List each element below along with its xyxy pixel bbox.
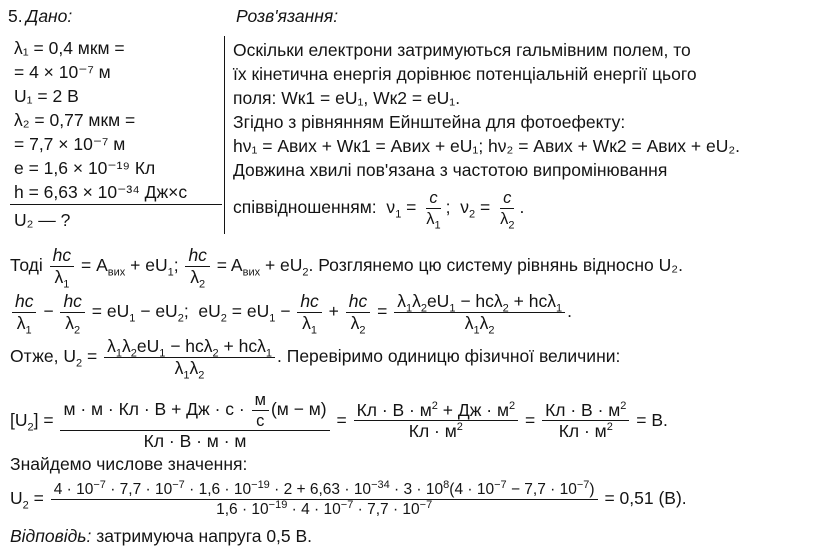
given-lambda1: λ₁ = 0,4 мкм = [14,38,125,58]
todi-line [10,245,683,290]
units-check-equation: $[U_2]$ = м · м · Кл · В + Дж · с · $\frac{м}{с}$ (м − м) Кл · В · м · м = $\frac{Кл \cdot В \cdot м^2 + Дж \cdot м^2}{Кл \cdot м^2}$ = $\frac{Кл \cdot В \cdot м^2}{Кл \cdot м^2}$ = В. [10,391,668,451]
solution-line-1: Оскільки електрони затримуються гальмівним полем, то [233,40,691,60]
answer-text: затримуюча напруга 0,5 В. [96,526,313,546]
solution-heading: Розв'язання: [236,6,339,26]
given-divider [10,204,222,205]
frequency-formula: $\nu_1$ = $\frac{c}{\lambda_1}$ ; $\nu_2$ = $\frac{c}{\lambda_2}$ . [381,189,525,231]
given-h: h = 6,63 × 10⁻³⁴ Дж×с [14,182,188,202]
answer-label: Відповідь: [10,526,92,546]
otzhe-line [10,336,621,381]
u2-formula: $U_2$ = $\frac{\lambda_1\lambda_2eU_1 - hc\lambda_2 + hc\lambda_1}{\lambda_1\lambda_2}$ . [63,336,282,381]
given-u1: U₁ = 2 В [14,86,79,106]
solution-line-7 [233,189,525,231]
solution-line-2: їх кінетична енергія дорівнює потенціальній енергії цього [233,64,697,84]
problem-number: 5. [8,6,23,26]
given-solution-separator [224,36,225,234]
solution-line-6: Довжина хвилі пов'язана з частотою випромінювання [233,160,668,180]
numeric-equation: $U_2$ = $4 \cdot 10^{-7} \cdot 7,7 \cdot 10^{-7} \cdot 1,6 \cdot 10^{-19} \cdot 2 + 6,63 \cdot 10^{-34} \cdot 3 \cdot 10^8(4 \cdot 10^{-7} - 7,7 \cdot 10^{-7})$ $1,6 \cdot 10^{-19} \cdot 4 \cdot 10^{-7} \cdot 7,7 \cdot 10^{-7}$ = 0,51 (В). [10,478,687,518]
given-lambda1-si: = 4 × 10⁻⁷ м [14,62,111,82]
solution-line-4: Згідно з рівнянням Ейнштейна для фотоефекту: [233,112,626,132]
solution-relation-label: співвідношенням: [233,197,377,218]
given-lambda2: λ₂ = 0,77 мкм = [14,110,136,130]
given-heading: Дано: [26,6,73,26]
consider-text: Розглянемо цю систему рівнянь відносно U₂. [318,255,683,276]
system-equations: $\frac{hc}{\lambda_1}$ = $A_{вих} + eU_1$; $\frac{hc}{\lambda_2}$ = $A_{вих} + eU_2$. [48,255,319,275]
check-text: Перевіримо одиницю фізичної величини: [286,346,621,367]
difference-equation: $\frac{hc}{\lambda_1}$ − $\frac{hc}{\lambda_2}$ = $eU_1 - eU_2$; $eU_2 = eU_1$ − $\frac{hc}{\lambda_1}$ + $\frac{hc}{\lambda_2}$ = $\frac{\lambda_1\lambda_2eU_1 - hc\lambda_2 + hc\lambda_1}{\lambda_1\lambda_2}$ . [10,293,572,332]
solution-line-3: поля: Wк1 = eU₁, Wк2 = eU₁. [233,88,461,108]
find-value-text: Знайдемо числове значення: [10,454,248,474]
given-lambda2-si: = 7,7 × 10⁻⁷ м [14,134,126,154]
numeric-result: = 0,51 (В). [604,488,687,509]
answer-line [10,528,312,546]
given-e: e = 1,6 × 10⁻¹⁹ Кл [14,158,156,178]
solution-line-5: hν₁ = Aвих + Wк1 = Aвих + eU₁; hν₂ = Aвих + Wк2 = Aвих + eU₂. [233,136,741,156]
otzhe-label: Отже, [10,346,59,367]
todi-label: Тоді [10,255,43,276]
given-find: U₂ — ? [14,210,71,230]
